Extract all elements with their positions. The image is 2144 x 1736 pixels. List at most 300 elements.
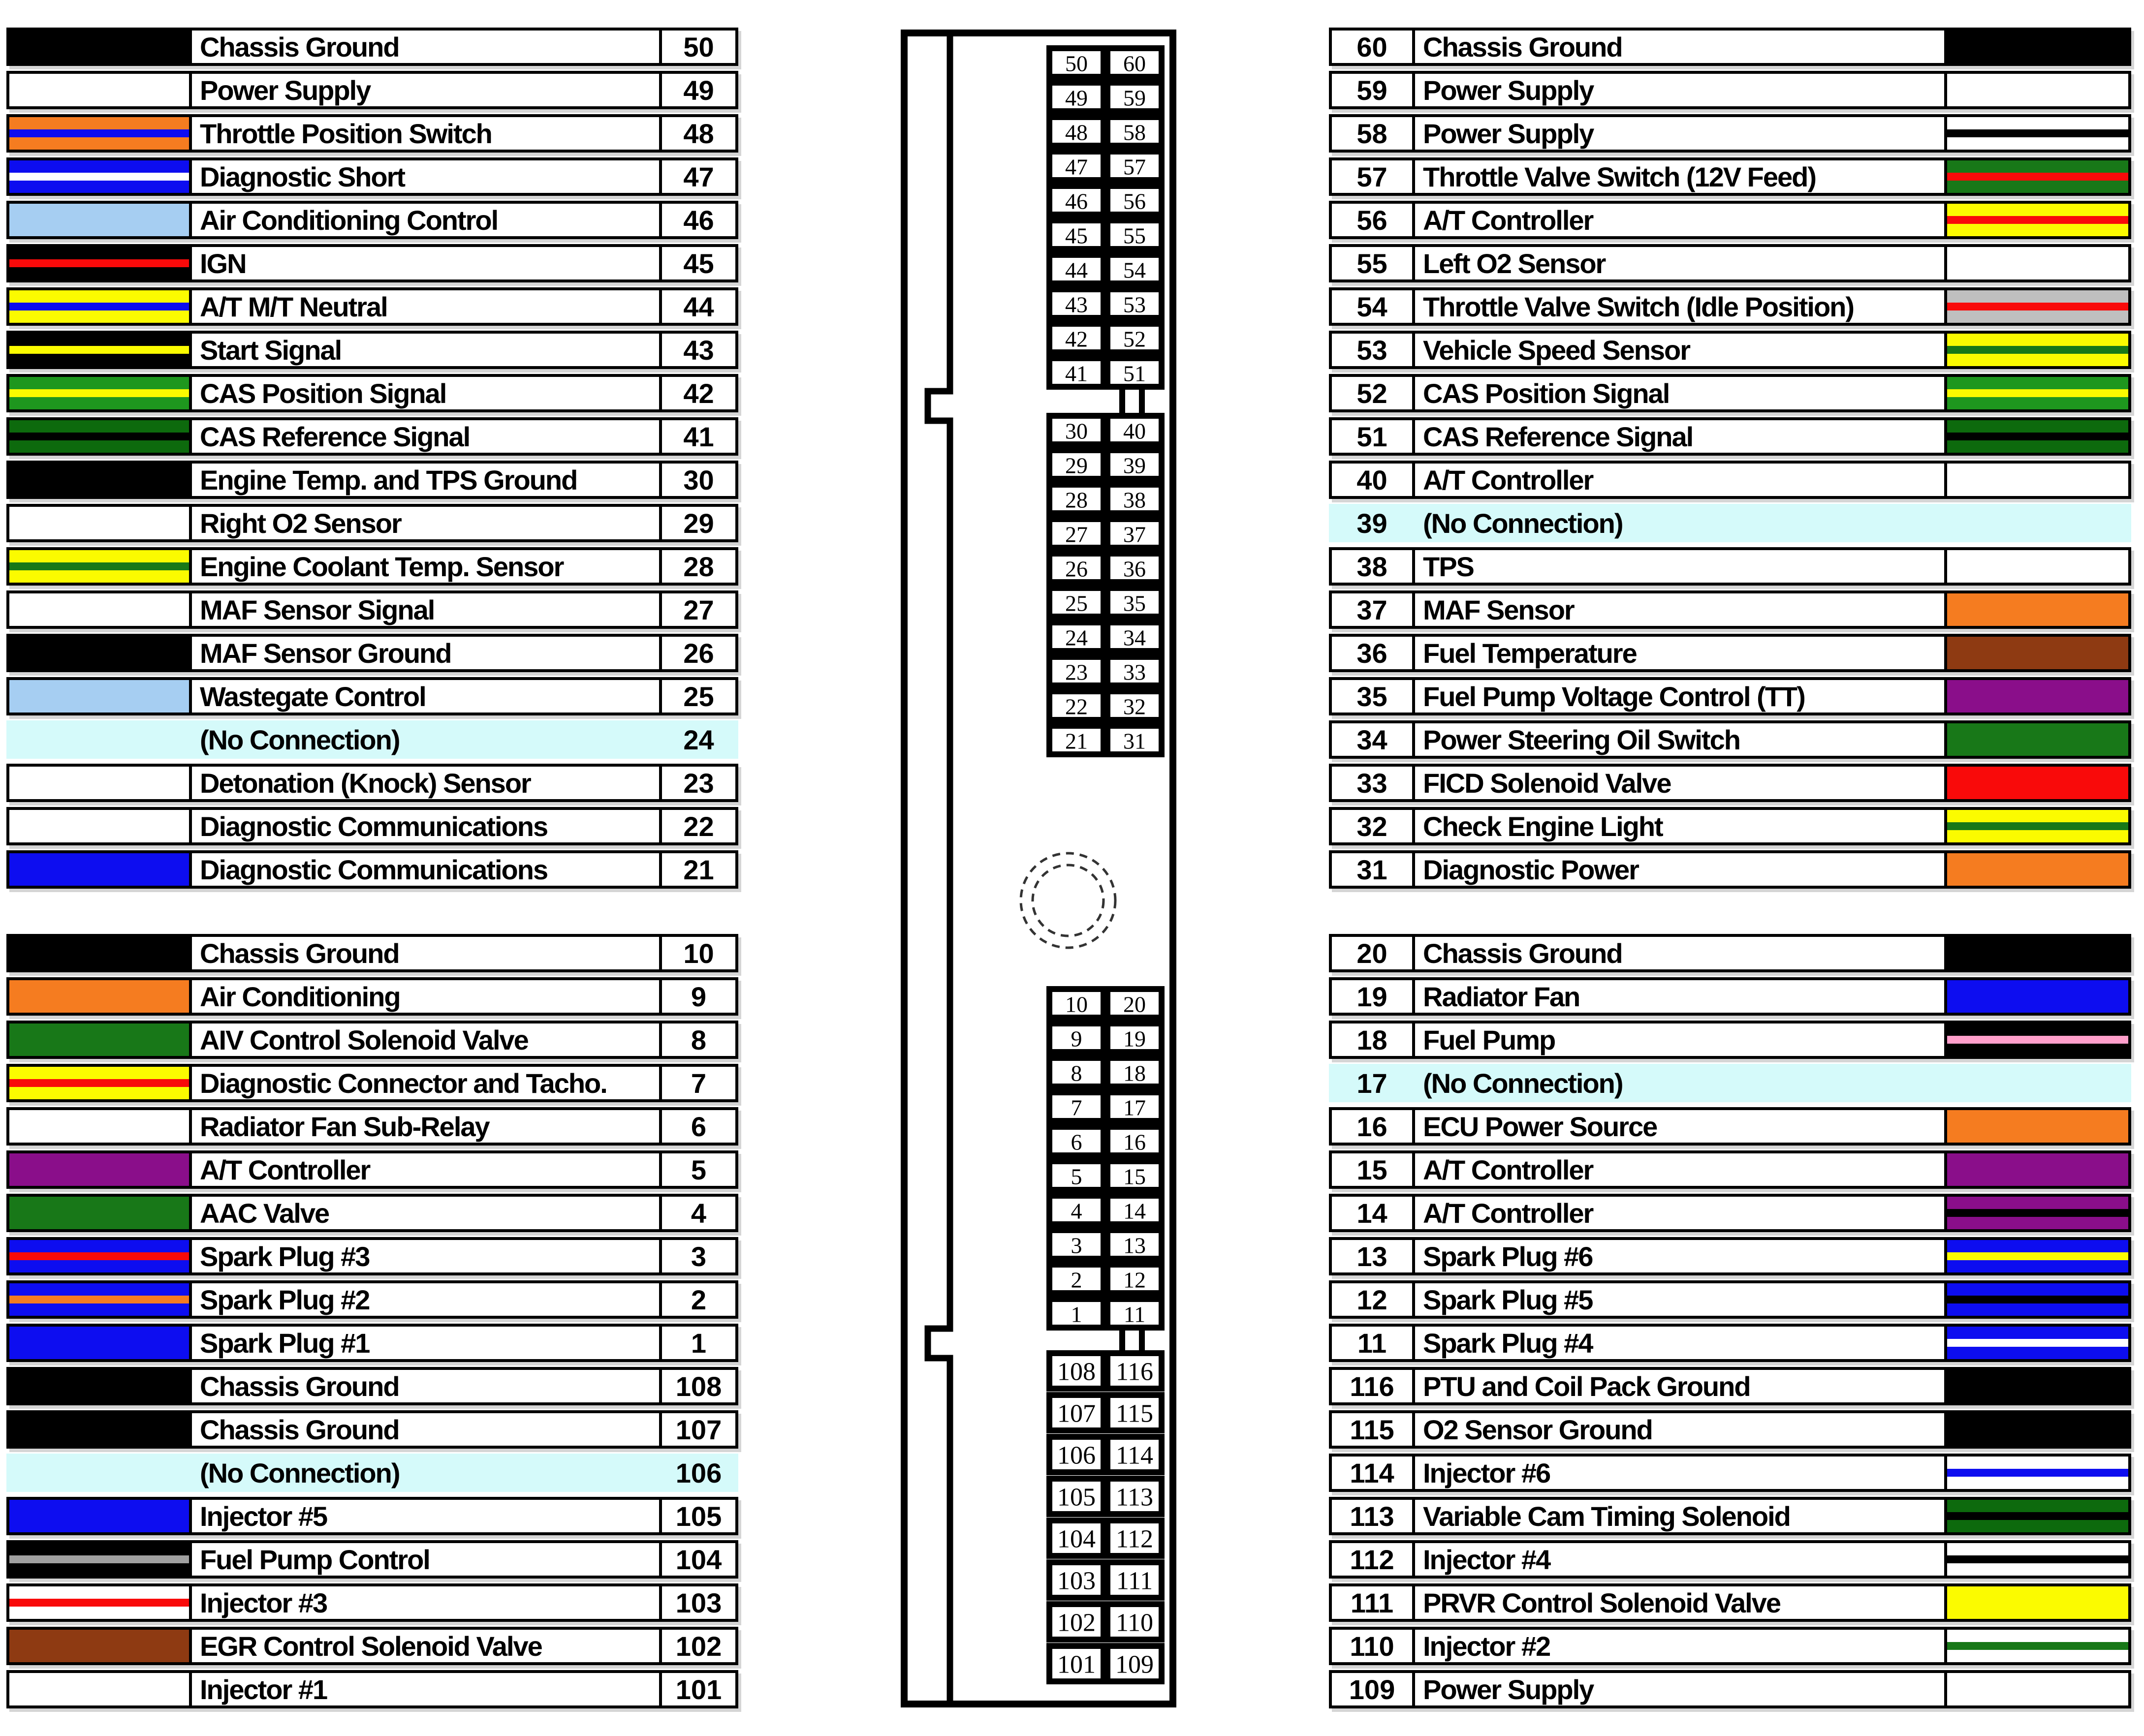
pin-row-21 bbox=[6, 850, 738, 889]
pin-label-36: Fuel Temperature bbox=[1423, 637, 1637, 669]
wire-color-swatch-5 bbox=[9, 1153, 192, 1186]
pin-row-56 bbox=[1329, 201, 2131, 239]
wire-color-swatch-58 bbox=[1944, 117, 2128, 150]
pin-row-58 bbox=[1329, 114, 2131, 153]
wire-color-swatch-2 bbox=[9, 1283, 192, 1316]
pin-label-37: MAF Sensor bbox=[1423, 594, 1574, 625]
connector-pin-number-42: 42 bbox=[1065, 326, 1088, 352]
pin-label-5: A/T Controller bbox=[200, 1154, 370, 1185]
wire-stripe bbox=[9, 346, 189, 354]
pin-number-16: 16 bbox=[1332, 1110, 1415, 1143]
connector-pin-number-107: 107 bbox=[1057, 1399, 1096, 1428]
pin-label-23: Detonation (Knock) Sensor bbox=[200, 767, 531, 799]
pin-number-54: 54 bbox=[1332, 290, 1415, 323]
wire-stripe bbox=[1947, 303, 2128, 310]
pin-row-106 bbox=[6, 1454, 738, 1492]
pin-label-105: Injector #5 bbox=[200, 1500, 327, 1532]
pin-row-101 bbox=[6, 1670, 738, 1708]
connector-pin-number-24: 24 bbox=[1065, 625, 1088, 651]
pin-number-44: 44 bbox=[659, 290, 735, 323]
pin-row-8 bbox=[6, 1021, 738, 1059]
connector-pin-number-109: 109 bbox=[1115, 1650, 1154, 1679]
pin-number-7: 7 bbox=[659, 1067, 735, 1099]
wire-color-swatch-41 bbox=[9, 420, 192, 453]
pin-number-113: 113 bbox=[1332, 1500, 1415, 1532]
pin-row-42 bbox=[6, 374, 738, 412]
wire-color-swatch-115 bbox=[1944, 1413, 2128, 1446]
pin-row-17 bbox=[1329, 1064, 2131, 1102]
pin-row-28 bbox=[6, 547, 738, 586]
pin-label-103: Injector #3 bbox=[200, 1587, 327, 1618]
connector-pin-number-37: 37 bbox=[1123, 522, 1146, 547]
connector-pin-number-7: 7 bbox=[1071, 1095, 1082, 1120]
pin-label-47: Diagnostic Short bbox=[200, 161, 405, 192]
pin-number-105: 105 bbox=[659, 1500, 735, 1532]
connector-pin-number-11: 11 bbox=[1123, 1302, 1146, 1327]
wire-stripe bbox=[9, 1252, 189, 1260]
pin-number-25: 25 bbox=[659, 680, 735, 713]
wire-stripe bbox=[1947, 216, 2128, 224]
pin-label-44: A/T M/T Neutral bbox=[200, 291, 387, 322]
connector-pin-number-102: 102 bbox=[1057, 1609, 1096, 1637]
pin-row-34 bbox=[1329, 720, 2131, 759]
connector-pin-number-3: 3 bbox=[1071, 1233, 1082, 1258]
pin-row-12 bbox=[1329, 1280, 2131, 1319]
pin-label-107: Chassis Ground bbox=[200, 1414, 399, 1445]
wire-color-swatch-53 bbox=[1944, 334, 2128, 366]
wire-stripe bbox=[1947, 1555, 2128, 1563]
wire-color-swatch-4 bbox=[9, 1197, 192, 1229]
connector-pin-number-59: 59 bbox=[1123, 85, 1146, 111]
connector-pin-number-19: 19 bbox=[1123, 1026, 1146, 1052]
pin-row-23 bbox=[6, 764, 738, 802]
pin-row-43 bbox=[6, 331, 738, 369]
pin-label-32: Check Engine Light bbox=[1423, 810, 1663, 842]
pin-row-57 bbox=[1329, 157, 2131, 196]
wire-color-swatch-26 bbox=[9, 637, 192, 669]
pin-number-106: 106 bbox=[675, 1457, 722, 1488]
wire-stripe bbox=[1947, 1252, 2128, 1260]
pin-label-49: Power Supply bbox=[200, 74, 371, 106]
pin-number-51: 51 bbox=[1332, 420, 1415, 453]
pin-number-33: 33 bbox=[1332, 767, 1415, 799]
connector-pin-number-32: 32 bbox=[1123, 694, 1146, 719]
pin-row-35 bbox=[1329, 677, 2131, 715]
pin-number-31: 31 bbox=[1332, 853, 1415, 886]
wire-color-swatch-114 bbox=[1944, 1457, 2128, 1489]
pin-label-26: MAF Sensor Ground bbox=[200, 637, 451, 669]
wire-color-swatch-101 bbox=[9, 1673, 192, 1705]
pin-label-39: (No Connection) bbox=[1423, 507, 1623, 539]
pin-label-1: Spark Plug #1 bbox=[200, 1327, 370, 1359]
pin-row-36 bbox=[1329, 634, 2131, 672]
pin-number-29: 29 bbox=[659, 507, 735, 539]
connector-pin-number-104: 104 bbox=[1057, 1525, 1096, 1553]
wire-stripe bbox=[1947, 1209, 2128, 1217]
wire-color-swatch-40 bbox=[1944, 464, 2128, 496]
pin-number-13: 13 bbox=[1332, 1240, 1415, 1272]
pin-label-42: CAS Position Signal bbox=[200, 377, 446, 409]
pin-row-4 bbox=[6, 1194, 738, 1232]
pin-number-103: 103 bbox=[659, 1586, 735, 1619]
wire-color-swatch-23 bbox=[9, 767, 192, 799]
wire-stripe bbox=[9, 173, 189, 181]
wire-color-swatch-12 bbox=[1944, 1283, 2128, 1316]
pin-label-114: Injector #6 bbox=[1423, 1457, 1550, 1488]
pin-row-48 bbox=[6, 114, 738, 153]
wire-stripe bbox=[9, 1599, 189, 1607]
pin-number-21: 21 bbox=[659, 853, 735, 886]
connector-pin-number-26: 26 bbox=[1065, 556, 1088, 582]
wire-color-swatch-48 bbox=[9, 117, 192, 150]
pin-row-108 bbox=[6, 1367, 738, 1405]
wire-color-swatch-29 bbox=[9, 507, 192, 539]
pin-row-18 bbox=[1329, 1021, 2131, 1059]
connector-pin-number-36: 36 bbox=[1123, 556, 1146, 582]
pin-number-39: 39 bbox=[1356, 507, 1387, 539]
wire-color-swatch-50 bbox=[9, 31, 192, 63]
pin-row-46 bbox=[6, 201, 738, 239]
pin-number-59: 59 bbox=[1332, 74, 1415, 106]
pin-row-107 bbox=[6, 1410, 738, 1449]
pin-row-51 bbox=[1329, 417, 2131, 456]
wire-stripe bbox=[9, 129, 189, 137]
pin-label-45: IGN bbox=[200, 248, 246, 279]
pin-number-28: 28 bbox=[659, 550, 735, 583]
pin-row-53 bbox=[1329, 331, 2131, 369]
pin-number-17: 17 bbox=[1356, 1067, 1387, 1099]
connector-pin-number-49: 49 bbox=[1065, 85, 1088, 111]
connector-pin-number-18: 18 bbox=[1123, 1060, 1146, 1086]
pin-number-26: 26 bbox=[659, 637, 735, 669]
pin-number-107: 107 bbox=[659, 1413, 735, 1446]
pin-row-60 bbox=[1329, 28, 2131, 66]
pin-number-47: 47 bbox=[659, 160, 735, 193]
connector-pin-number-35: 35 bbox=[1123, 590, 1146, 616]
pin-label-6: Radiator Fan Sub-Relay bbox=[200, 1111, 489, 1142]
wire-color-swatch-107 bbox=[9, 1413, 192, 1446]
wire-color-swatch-30 bbox=[9, 464, 192, 496]
pin-number-23: 23 bbox=[659, 767, 735, 799]
pin-label-112: Injector #4 bbox=[1423, 1544, 1550, 1575]
pin-number-49: 49 bbox=[659, 74, 735, 106]
connector-pin-number-108: 108 bbox=[1057, 1358, 1096, 1386]
pin-label-21: Diagnostic Communications bbox=[200, 854, 548, 885]
wire-stripe bbox=[1947, 389, 2128, 397]
connector-pin-number-53: 53 bbox=[1123, 292, 1146, 317]
wire-color-swatch-7 bbox=[9, 1067, 192, 1099]
wire-color-swatch-111 bbox=[1944, 1586, 2128, 1619]
pin-label-109: Power Supply bbox=[1423, 1674, 1594, 1705]
pin-label-7: Diagnostic Connector and Tacho. bbox=[200, 1067, 607, 1099]
pin-row-111 bbox=[1329, 1583, 2131, 1622]
wire-color-swatch-106 bbox=[9, 1457, 192, 1489]
connector-pin-number-23: 23 bbox=[1065, 659, 1088, 685]
pin-label-14: A/T Controller bbox=[1423, 1197, 1593, 1229]
pin-number-41: 41 bbox=[659, 420, 735, 453]
wire-stripe bbox=[1947, 1469, 2128, 1477]
wire-color-swatch-6 bbox=[9, 1110, 192, 1143]
pin-label-2: Spark Plug #2 bbox=[200, 1284, 370, 1315]
pin-number-46: 46 bbox=[659, 204, 735, 236]
wire-color-swatch-42 bbox=[9, 377, 192, 409]
pin-number-1: 1 bbox=[659, 1327, 735, 1359]
wire-color-swatch-3 bbox=[9, 1240, 192, 1272]
wire-color-swatch-8 bbox=[9, 1023, 192, 1056]
wire-color-swatch-11 bbox=[1944, 1327, 2128, 1359]
pin-number-6: 6 bbox=[659, 1110, 735, 1143]
wire-color-swatch-105 bbox=[9, 1500, 192, 1532]
wire-color-swatch-55 bbox=[1944, 247, 2128, 279]
pin-number-18: 18 bbox=[1332, 1023, 1415, 1056]
wire-stripe bbox=[9, 433, 189, 440]
wire-color-swatch-1 bbox=[9, 1327, 192, 1359]
pin-number-116: 116 bbox=[1332, 1370, 1415, 1402]
wire-color-swatch-109 bbox=[1944, 1673, 2128, 1705]
wire-color-swatch-37 bbox=[1944, 593, 2128, 626]
pin-number-37: 37 bbox=[1332, 593, 1415, 626]
pin-row-16 bbox=[1329, 1107, 2131, 1146]
wire-color-swatch-18 bbox=[1944, 1023, 2128, 1056]
pin-row-55 bbox=[1329, 244, 2131, 282]
connector-pin-number-55: 55 bbox=[1123, 223, 1146, 248]
pin-number-19: 19 bbox=[1332, 980, 1415, 1013]
pin-row-47 bbox=[6, 157, 738, 196]
connector-pin-number-39: 39 bbox=[1123, 453, 1146, 478]
connector-pin-number-1: 1 bbox=[1071, 1302, 1082, 1327]
wire-stripe bbox=[1947, 1296, 2128, 1303]
pin-label-25: Wastegate Control bbox=[200, 681, 426, 712]
pin-number-114: 114 bbox=[1332, 1457, 1415, 1489]
wire-color-swatch-33 bbox=[1944, 767, 2128, 799]
wire-stripe bbox=[1947, 433, 2128, 440]
pin-number-14: 14 bbox=[1332, 1197, 1415, 1229]
connector-pin-number-21: 21 bbox=[1065, 728, 1088, 754]
pin-label-4: AAC Valve bbox=[200, 1197, 329, 1229]
wire-stripe bbox=[1947, 1036, 2128, 1044]
pin-row-24 bbox=[6, 720, 738, 759]
pin-label-38: TPS bbox=[1423, 551, 1474, 582]
connector-pin-number-43: 43 bbox=[1065, 292, 1088, 317]
pin-number-48: 48 bbox=[659, 117, 735, 150]
pin-label-13: Spark Plug #6 bbox=[1423, 1240, 1593, 1272]
wire-color-swatch-110 bbox=[1944, 1630, 2128, 1662]
pin-label-12: Spark Plug #5 bbox=[1423, 1284, 1593, 1315]
pin-row-113 bbox=[1329, 1497, 2131, 1535]
pin-row-13 bbox=[1329, 1237, 2131, 1275]
connector-pin-number-33: 33 bbox=[1123, 659, 1146, 685]
pin-label-29: Right O2 Sensor bbox=[200, 507, 401, 539]
pin-number-43: 43 bbox=[659, 334, 735, 366]
connector-pin-number-30: 30 bbox=[1065, 418, 1088, 444]
pin-row-32 bbox=[1329, 807, 2131, 845]
wire-color-swatch-22 bbox=[9, 810, 192, 842]
wire-color-swatch-10 bbox=[9, 937, 192, 969]
pin-label-106: (No Connection) bbox=[200, 1457, 400, 1488]
pin-number-38: 38 bbox=[1332, 550, 1415, 583]
connector-pin-number-103: 103 bbox=[1057, 1567, 1096, 1595]
pin-label-113: Variable Cam Timing Solenoid bbox=[1423, 1500, 1790, 1532]
wire-color-swatch-52 bbox=[1944, 377, 2128, 409]
wire-stripe bbox=[9, 259, 189, 267]
pin-number-45: 45 bbox=[659, 247, 735, 279]
wire-color-swatch-32 bbox=[1944, 810, 2128, 842]
pin-number-12: 12 bbox=[1332, 1283, 1415, 1316]
wire-color-swatch-13 bbox=[1944, 1240, 2128, 1272]
wire-color-swatch-27 bbox=[9, 593, 192, 626]
connector-pin-number-44: 44 bbox=[1065, 257, 1088, 283]
wire-stripe bbox=[9, 1555, 189, 1563]
wire-stripe bbox=[9, 1296, 189, 1303]
pin-number-56: 56 bbox=[1332, 204, 1415, 236]
connector-pin-number-17: 17 bbox=[1123, 1095, 1146, 1120]
pin-row-20 bbox=[1329, 934, 2131, 972]
pin-row-38 bbox=[1329, 547, 2131, 586]
wire-color-swatch-20 bbox=[1944, 937, 2128, 969]
pin-label-54: Throttle Valve Switch (Idle Position) bbox=[1423, 291, 1854, 322]
pin-label-9: Air Conditioning bbox=[200, 981, 400, 1012]
connector-pin-number-112: 112 bbox=[1115, 1525, 1154, 1553]
wire-color-swatch-104 bbox=[9, 1543, 192, 1576]
wire-color-swatch-21 bbox=[9, 853, 192, 886]
pin-label-16: ECU Power Source bbox=[1423, 1111, 1657, 1142]
connector-pin-number-40: 40 bbox=[1123, 418, 1146, 444]
pin-label-102: EGR Control Solenoid Valve bbox=[200, 1630, 542, 1662]
pin-number-9: 9 bbox=[659, 980, 735, 1013]
wire-color-swatch-35 bbox=[1944, 680, 2128, 713]
pin-row-102 bbox=[6, 1627, 738, 1665]
pin-number-55: 55 bbox=[1332, 247, 1415, 279]
wire-color-swatch-49 bbox=[9, 74, 192, 106]
wire-color-swatch-116 bbox=[1944, 1370, 2128, 1402]
pin-row-27 bbox=[6, 590, 738, 629]
wire-color-swatch-24 bbox=[9, 723, 192, 756]
ecu-connector-diagram bbox=[901, 30, 1176, 1707]
connector-pin-number-16: 16 bbox=[1123, 1129, 1146, 1155]
pin-label-116: PTU and Coil Pack Ground bbox=[1423, 1370, 1750, 1402]
pin-row-103 bbox=[6, 1583, 738, 1622]
connector-pin-number-116: 116 bbox=[1115, 1358, 1154, 1386]
connector-pin-number-12: 12 bbox=[1123, 1267, 1146, 1293]
pin-label-40: A/T Controller bbox=[1423, 464, 1593, 496]
pin-label-10: Chassis Ground bbox=[200, 937, 399, 969]
pin-number-24: 24 bbox=[683, 724, 714, 755]
pin-label-3: Spark Plug #3 bbox=[200, 1240, 370, 1272]
connector-pin-number-5: 5 bbox=[1071, 1164, 1082, 1189]
pin-label-101: Injector #1 bbox=[200, 1674, 327, 1705]
wire-stripe bbox=[9, 303, 189, 310]
wire-color-swatch-44 bbox=[9, 290, 192, 323]
pin-label-57: Throttle Valve Switch (12V Feed) bbox=[1423, 161, 1816, 192]
wire-color-swatch-108 bbox=[9, 1370, 192, 1402]
pin-label-24: (No Connection) bbox=[200, 724, 400, 755]
pin-number-109: 109 bbox=[1332, 1673, 1415, 1705]
connector-pin-number-31: 31 bbox=[1123, 728, 1146, 754]
pin-row-25 bbox=[6, 677, 738, 715]
pin-number-2: 2 bbox=[659, 1283, 735, 1316]
wire-stripe bbox=[1947, 129, 2128, 137]
pin-number-101: 101 bbox=[659, 1673, 735, 1705]
pin-label-108: Chassis Ground bbox=[200, 1370, 399, 1402]
pin-row-2 bbox=[6, 1280, 738, 1319]
pin-label-111: PRVR Control Solenoid Valve bbox=[1423, 1587, 1781, 1618]
pin-number-32: 32 bbox=[1332, 810, 1415, 842]
pin-label-28: Engine Coolant Temp. Sensor bbox=[200, 551, 564, 582]
pin-number-36: 36 bbox=[1332, 637, 1415, 669]
pin-label-8: AIV Control Solenoid Valve bbox=[200, 1024, 528, 1055]
pin-number-22: 22 bbox=[659, 810, 735, 842]
pin-label-110: Injector #2 bbox=[1423, 1630, 1550, 1662]
connector-pin-number-47: 47 bbox=[1065, 154, 1088, 180]
pin-number-58: 58 bbox=[1332, 117, 1415, 150]
pin-label-35: Fuel Pump Voltage Control (TT) bbox=[1423, 681, 1805, 712]
wire-color-swatch-102 bbox=[9, 1630, 192, 1662]
pin-number-34: 34 bbox=[1332, 723, 1415, 756]
pin-label-41: CAS Reference Signal bbox=[200, 421, 470, 452]
connector-pin-number-22: 22 bbox=[1065, 694, 1088, 719]
pin-number-5: 5 bbox=[659, 1153, 735, 1186]
connector-pin-number-57: 57 bbox=[1123, 154, 1146, 180]
pin-number-52: 52 bbox=[1332, 377, 1415, 409]
pin-label-46: Air Conditioning Control bbox=[200, 204, 498, 236]
pin-number-40: 40 bbox=[1332, 464, 1415, 496]
pin-number-8: 8 bbox=[659, 1023, 735, 1056]
pin-label-31: Diagnostic Power bbox=[1423, 854, 1639, 885]
pin-row-45 bbox=[6, 244, 738, 282]
connector-pin-number-9: 9 bbox=[1071, 1026, 1082, 1052]
pin-row-26 bbox=[6, 634, 738, 672]
pin-row-54 bbox=[1329, 287, 2131, 326]
connector-pin-number-34: 34 bbox=[1123, 625, 1146, 651]
pin-row-50 bbox=[6, 28, 738, 66]
wire-color-swatch-59 bbox=[1944, 74, 2128, 106]
pin-number-112: 112 bbox=[1332, 1543, 1415, 1576]
pin-row-114 bbox=[1329, 1454, 2131, 1492]
wire-stripe bbox=[1947, 822, 2128, 830]
pin-label-53: Vehicle Speed Sensor bbox=[1423, 334, 1690, 366]
connector-pin-number-13: 13 bbox=[1123, 1233, 1146, 1258]
wire-stripe bbox=[1947, 1512, 2128, 1520]
wire-color-swatch-28 bbox=[9, 550, 192, 583]
pin-label-50: Chassis Ground bbox=[200, 31, 399, 62]
pin-label-52: CAS Position Signal bbox=[1423, 377, 1670, 409]
wire-stripe bbox=[9, 389, 189, 397]
pin-row-19 bbox=[1329, 977, 2131, 1016]
pin-label-18: Fuel Pump bbox=[1423, 1024, 1555, 1055]
wire-color-swatch-17 bbox=[1944, 1067, 2128, 1099]
pin-row-41 bbox=[6, 417, 738, 456]
pin-label-11: Spark Plug #4 bbox=[1423, 1327, 1593, 1359]
connector-pin-number-27: 27 bbox=[1065, 522, 1088, 547]
wire-color-swatch-39 bbox=[1944, 507, 2128, 539]
pin-label-58: Power Supply bbox=[1423, 118, 1594, 149]
connector-pin-number-2: 2 bbox=[1071, 1267, 1082, 1293]
connector-pin-number-8: 8 bbox=[1071, 1060, 1082, 1086]
pin-row-22 bbox=[6, 807, 738, 845]
connector-pin-number-41: 41 bbox=[1065, 361, 1088, 386]
pin-number-3: 3 bbox=[659, 1240, 735, 1272]
pin-row-115 bbox=[1329, 1410, 2131, 1449]
pin-number-108: 108 bbox=[659, 1370, 735, 1402]
pin-label-55: Left O2 Sensor bbox=[1423, 248, 1606, 279]
pin-row-6 bbox=[6, 1107, 738, 1146]
connector-pin-number-51: 51 bbox=[1123, 361, 1146, 386]
connector-pin-number-52: 52 bbox=[1123, 326, 1146, 352]
pin-number-115: 115 bbox=[1332, 1413, 1415, 1446]
connector-pin-number-115: 115 bbox=[1115, 1399, 1154, 1428]
pin-row-7 bbox=[6, 1064, 738, 1102]
wire-color-swatch-31 bbox=[1944, 853, 2128, 886]
